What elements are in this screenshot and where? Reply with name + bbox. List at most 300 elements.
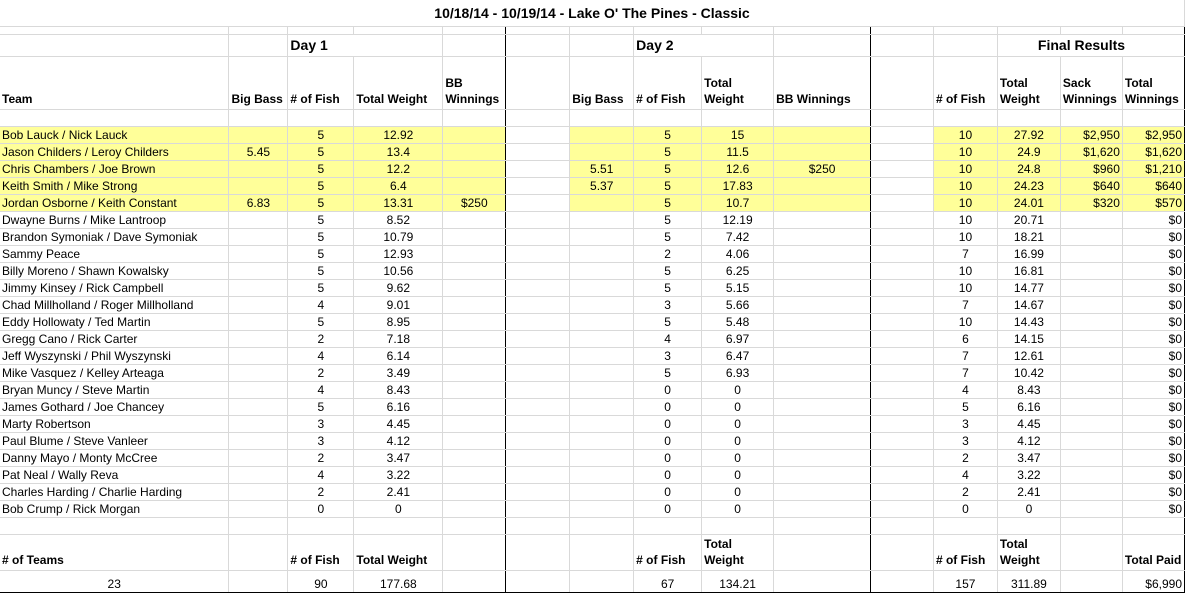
header-day1-fish: # of Fish (288, 56, 354, 109)
cell-sack-winnings (1060, 449, 1122, 466)
cell-day1-big-bass (229, 483, 288, 500)
cell-day2-big-bass (570, 126, 634, 143)
cell-sack-winnings (1060, 415, 1122, 432)
total-day2-fish: 67 (634, 570, 702, 592)
cell-sack-winnings (1060, 347, 1122, 364)
cell-team: Pat Neal / Wally Reva (0, 466, 229, 483)
cell-total-winnings: $0 (1122, 296, 1184, 313)
cell-final-fish: 2 (933, 483, 997, 500)
cell-day1-bb-winnings (443, 126, 506, 143)
cell-day2-big-bass (570, 330, 634, 347)
cell-final-fish: 10 (933, 194, 997, 211)
cell-final-fish: 3 (933, 432, 997, 449)
totals-row (0, 570, 1185, 592)
cell-day2-bb-winnings (774, 245, 871, 262)
cell-day2-big-bass (570, 262, 634, 279)
footer-day2-weight-label: Total Weight (702, 534, 774, 570)
cell-day2-fish: 2 (634, 245, 702, 262)
header-day2-bb-winnings: BB Winnings (774, 56, 871, 109)
header-day1-bb-winnings: BB Winnings (443, 56, 506, 109)
cell-sack-winnings (1060, 398, 1122, 415)
cell-day1-weight: 13.4 (354, 143, 443, 160)
cell-final-weight: 14.15 (997, 330, 1060, 347)
cell-day2-fish: 5 (634, 228, 702, 245)
header-sack-winnings: Sack Winnings (1060, 56, 1122, 109)
cell-day2-weight: 6.93 (702, 364, 774, 381)
cell-day1-big-bass: 6.83 (229, 194, 288, 211)
cell-day2-big-bass: 5.51 (570, 160, 634, 177)
cell-day2-fish: 0 (634, 381, 702, 398)
cell-day1-fish: 3 (288, 432, 354, 449)
final-results-title: Final Results (997, 34, 1184, 56)
cell-final-fish: 7 (933, 245, 997, 262)
cell-day2-weight: 11.5 (702, 143, 774, 160)
footer-num-teams-label: # of Teams (0, 534, 229, 570)
cell-final-weight: 24.9 (997, 143, 1060, 160)
footer-day1-weight-label: Total Weight (354, 534, 443, 570)
cell-day1-fish: 4 (288, 347, 354, 364)
cell-day1-weight: 10.79 (354, 228, 443, 245)
cell-sack-winnings: $960 (1060, 160, 1122, 177)
cell-day1-bb-winnings (443, 415, 506, 432)
cell-day2-bb-winnings (774, 364, 871, 381)
cell-final-weight: 3.22 (997, 466, 1060, 483)
cell-day2-bb-winnings (774, 347, 871, 364)
cell-day1-fish: 2 (288, 330, 354, 347)
cell-day2-fish: 0 (634, 500, 702, 517)
cell-day2-bb-winnings (774, 296, 871, 313)
cell-final-fish: 0 (933, 500, 997, 517)
cell-final-fish: 10 (933, 211, 997, 228)
header-day1-weight: Total Weight (354, 56, 443, 109)
table-row (0, 177, 1185, 194)
cell-day2-fish: 0 (634, 483, 702, 500)
cell-total-winnings: $1,210 (1122, 160, 1184, 177)
cell-day1-weight: 7.18 (354, 330, 443, 347)
cell-day2-bb-winnings (774, 194, 871, 211)
cell-day1-big-bass (229, 347, 288, 364)
cell-final-fish: 10 (933, 126, 997, 143)
cell-day2-bb-winnings (774, 483, 871, 500)
cell-sack-winnings (1060, 381, 1122, 398)
cell-final-weight: 4.12 (997, 432, 1060, 449)
cell-day2-big-bass (570, 211, 634, 228)
cell-day2-bb-winnings (774, 177, 871, 194)
header-day2-weight: Total Weight (702, 56, 774, 109)
cell-team: Jordan Osborne / Keith Constant (0, 194, 229, 211)
table-row (0, 296, 1185, 313)
cell-final-fish: 4 (933, 381, 997, 398)
cell-final-weight: 0 (997, 500, 1060, 517)
cell-day1-bb-winnings (443, 160, 506, 177)
cell-total-winnings: $640 (1122, 177, 1184, 194)
cell-sack-winnings (1060, 245, 1122, 262)
cell-day2-fish: 5 (634, 177, 702, 194)
cell-day2-bb-winnings (774, 415, 871, 432)
header-row (0, 56, 1185, 109)
cell-day2-fish: 3 (634, 296, 702, 313)
cell-day2-fish: 0 (634, 449, 702, 466)
cell-total-winnings: $0 (1122, 449, 1184, 466)
cell-day1-big-bass (229, 415, 288, 432)
cell-day2-weight: 0 (702, 398, 774, 415)
cell-team: Jeff Wyszynski / Phil Wyszynski (0, 347, 229, 364)
cell-day2-big-bass (570, 449, 634, 466)
cell-day1-big-bass (229, 466, 288, 483)
cell-final-weight: 27.92 (997, 126, 1060, 143)
cell-final-weight: 14.43 (997, 313, 1060, 330)
cell-sack-winnings: $1,620 (1060, 143, 1122, 160)
cell-day2-bb-winnings (774, 211, 871, 228)
cell-final-weight: 14.77 (997, 279, 1060, 296)
cell-day2-fish: 5 (634, 313, 702, 330)
cell-day2-weight: 0 (702, 466, 774, 483)
cell-day1-fish: 5 (288, 313, 354, 330)
cell-team: Bob Crump / Rick Morgan (0, 500, 229, 517)
cell-day2-fish: 4 (634, 330, 702, 347)
cell-day2-bb-winnings (774, 449, 871, 466)
cell-total-winnings: $1,620 (1122, 143, 1184, 160)
table-row (0, 364, 1185, 381)
cell-day1-fish: 5 (288, 160, 354, 177)
cell-day2-big-bass (570, 279, 634, 296)
cell-final-fish: 5 (933, 398, 997, 415)
cell-sack-winnings (1060, 228, 1122, 245)
cell-team: Jason Childers / Leroy Childers (0, 143, 229, 160)
cell-sack-winnings: $2,950 (1060, 126, 1122, 143)
cell-team: Paul Blume / Steve Vanleer (0, 432, 229, 449)
cell-team: Mike Vasquez / Kelley Arteaga (0, 364, 229, 381)
cell-day1-big-bass (229, 228, 288, 245)
cell-day2-fish: 5 (634, 160, 702, 177)
cell-day2-bb-winnings (774, 143, 871, 160)
cell-day2-big-bass (570, 296, 634, 313)
cell-day2-big-bass (570, 415, 634, 432)
cell-day1-bb-winnings (443, 347, 506, 364)
cell-day1-weight: 3.49 (354, 364, 443, 381)
cell-day1-weight: 8.43 (354, 381, 443, 398)
cell-day1-bb-winnings (443, 177, 506, 194)
day1-title: Day 1 (288, 34, 443, 56)
cell-day1-fish: 5 (288, 143, 354, 160)
cell-total-winnings: $0 (1122, 364, 1184, 381)
cell-final-fish: 7 (933, 364, 997, 381)
cell-day2-weight: 5.15 (702, 279, 774, 296)
cell-day1-big-bass (229, 279, 288, 296)
cell-day2-big-bass: 5.37 (570, 177, 634, 194)
cell-day1-bb-winnings (443, 211, 506, 228)
total-num-teams: 23 (0, 570, 229, 592)
cell-team: Billy Moreno / Shawn Kowalsky (0, 262, 229, 279)
cell-day1-fish: 2 (288, 364, 354, 381)
cell-team: Jimmy Kinsey / Rick Campbell (0, 279, 229, 296)
cell-sack-winnings: $320 (1060, 194, 1122, 211)
cell-day2-weight: 0 (702, 432, 774, 449)
cell-final-fish: 10 (933, 313, 997, 330)
cell-sack-winnings: $640 (1060, 177, 1122, 194)
header-total-winnings: Total Winnings (1122, 56, 1184, 109)
cell-total-winnings: $570 (1122, 194, 1184, 211)
cell-day2-fish: 0 (634, 398, 702, 415)
footer-total-paid-label: Total Paid (1122, 534, 1184, 570)
table-row (0, 194, 1185, 211)
cell-team: Chad Millholland / Roger Millholland (0, 296, 229, 313)
cell-final-fish: 2 (933, 449, 997, 466)
cell-total-winnings: $0 (1122, 262, 1184, 279)
cell-day2-bb-winnings (774, 126, 871, 143)
cell-day1-bb-winnings (443, 279, 506, 296)
cell-team: Bob Lauck / Nick Lauck (0, 126, 229, 143)
cell-day2-weight: 12.6 (702, 160, 774, 177)
cell-day1-bb-winnings (443, 330, 506, 347)
cell-day1-big-bass: 5.45 (229, 143, 288, 160)
table-row (0, 160, 1185, 177)
table-row (0, 126, 1185, 143)
cell-sack-winnings (1060, 330, 1122, 347)
cell-day2-big-bass (570, 194, 634, 211)
cell-day2-bb-winnings (774, 381, 871, 398)
cell-day1-big-bass (229, 160, 288, 177)
cell-day2-weight: 4.06 (702, 245, 774, 262)
cell-day2-weight: 7.42 (702, 228, 774, 245)
cell-day2-bb-winnings (774, 330, 871, 347)
cell-day1-weight: 8.52 (354, 211, 443, 228)
cell-sack-winnings (1060, 211, 1122, 228)
cell-day1-big-bass (229, 398, 288, 415)
cell-day1-big-bass (229, 211, 288, 228)
cell-day1-weight: 0 (354, 500, 443, 517)
cell-day2-fish: 5 (634, 262, 702, 279)
cell-final-weight: 16.99 (997, 245, 1060, 262)
cell-day1-weight: 6.16 (354, 398, 443, 415)
cell-day2-big-bass (570, 143, 634, 160)
cell-total-winnings: $0 (1122, 483, 1184, 500)
cell-day1-fish: 5 (288, 262, 354, 279)
cell-sack-winnings (1060, 483, 1122, 500)
cell-day1-weight: 6.14 (354, 347, 443, 364)
cell-final-fish: 10 (933, 228, 997, 245)
cell-team: Marty Robertson (0, 415, 229, 432)
table-row (0, 211, 1185, 228)
cell-day1-bb-winnings (443, 500, 506, 517)
cell-final-weight: 6.16 (997, 398, 1060, 415)
cell-day1-big-bass (229, 381, 288, 398)
cell-day2-weight: 15 (702, 126, 774, 143)
cell-total-winnings: $0 (1122, 228, 1184, 245)
cell-final-fish: 10 (933, 279, 997, 296)
cell-day2-big-bass (570, 398, 634, 415)
cell-day1-big-bass (229, 177, 288, 194)
cell-final-weight: 20.71 (997, 211, 1060, 228)
cell-day2-bb-winnings (774, 466, 871, 483)
table-row (0, 347, 1185, 364)
cell-day1-bb-winnings (443, 449, 506, 466)
cell-day1-weight: 9.62 (354, 279, 443, 296)
cell-final-weight: 24.23 (997, 177, 1060, 194)
cell-day1-fish: 5 (288, 194, 354, 211)
cell-final-weight: 2.41 (997, 483, 1060, 500)
cell-total-winnings: $0 (1122, 211, 1184, 228)
cell-day2-fish: 5 (634, 194, 702, 211)
day2-title: Day 2 (634, 34, 774, 56)
cell-team: Brandon Symoniak / Dave Symoniak (0, 228, 229, 245)
cell-team: Bryan Muncy / Steve Martin (0, 381, 229, 398)
cell-day1-weight: 9.01 (354, 296, 443, 313)
cell-day1-fish: 5 (288, 211, 354, 228)
cell-total-winnings: $0 (1122, 330, 1184, 347)
cell-day2-weight: 6.97 (702, 330, 774, 347)
cell-final-fish: 7 (933, 347, 997, 364)
footer-final-fish-label: # of Fish (933, 534, 997, 570)
cell-day2-weight: 0 (702, 483, 774, 500)
header-day1-big-bass: Big Bass (229, 56, 288, 109)
cell-final-weight: 4.45 (997, 415, 1060, 432)
cell-day1-weight: 13.31 (354, 194, 443, 211)
cell-day1-big-bass (229, 364, 288, 381)
cell-day1-fish: 5 (288, 177, 354, 194)
header-final-weight: Total Weight (997, 56, 1060, 109)
header-day2-fish: # of Fish (634, 56, 702, 109)
cell-final-weight: 24.8 (997, 160, 1060, 177)
cell-total-winnings: $0 (1122, 245, 1184, 262)
cell-final-fish: 10 (933, 160, 997, 177)
table-row (0, 143, 1185, 160)
cell-final-fish: 6 (933, 330, 997, 347)
cell-final-fish: 10 (933, 177, 997, 194)
page-title: 10/18/14 - 10/19/14 - Lake O' The Pines - Classic (0, 0, 1185, 26)
table-row (0, 228, 1185, 245)
cell-day1-fish: 4 (288, 381, 354, 398)
cell-day2-bb-winnings (774, 432, 871, 449)
cell-day2-fish: 0 (634, 466, 702, 483)
cell-day2-big-bass (570, 245, 634, 262)
cell-day2-big-bass (570, 228, 634, 245)
cell-day2-big-bass (570, 347, 634, 364)
cell-team: Gregg Cano / Rick Carter (0, 330, 229, 347)
cell-sack-winnings (1060, 296, 1122, 313)
cell-final-weight: 14.67 (997, 296, 1060, 313)
total-final-weight: 311.89 (997, 570, 1060, 592)
cell-day2-fish: 5 (634, 211, 702, 228)
cell-final-weight: 16.81 (997, 262, 1060, 279)
cell-day2-big-bass (570, 483, 634, 500)
cell-day2-fish: 0 (634, 432, 702, 449)
cell-total-winnings: $0 (1122, 500, 1184, 517)
cell-day2-weight: 5.66 (702, 296, 774, 313)
cell-day1-bb-winnings (443, 296, 506, 313)
cell-day2-bb-winnings (774, 313, 871, 330)
cell-day1-bb-winnings (443, 398, 506, 415)
cell-day1-bb-winnings (443, 143, 506, 160)
cell-day2-weight: 0 (702, 381, 774, 398)
cell-day1-bb-winnings (443, 483, 506, 500)
cell-day2-fish: 3 (634, 347, 702, 364)
total-day1-fish: 90 (288, 570, 354, 592)
table-row (0, 313, 1185, 330)
cell-team: James Gothard / Joe Chancey (0, 398, 229, 415)
cell-day1-bb-winnings (443, 381, 506, 398)
cell-day1-weight: 10.56 (354, 262, 443, 279)
table-row (0, 449, 1185, 466)
cell-sack-winnings (1060, 262, 1122, 279)
cell-team: Eddy Hollowaty / Ted Martin (0, 313, 229, 330)
cell-day1-fish: 4 (288, 296, 354, 313)
cell-day2-big-bass (570, 364, 634, 381)
cell-total-winnings: $0 (1122, 381, 1184, 398)
cell-final-weight: 8.43 (997, 381, 1060, 398)
cell-day1-bb-winnings (443, 432, 506, 449)
cell-total-winnings: $0 (1122, 432, 1184, 449)
table-row (0, 245, 1185, 262)
cell-day2-fish: 0 (634, 415, 702, 432)
cell-team: Sammy Peace (0, 245, 229, 262)
cell-sack-winnings (1060, 279, 1122, 296)
cell-total-winnings: $2,950 (1122, 126, 1184, 143)
header-final-fish: # of Fish (933, 56, 997, 109)
cell-day1-fish: 5 (288, 398, 354, 415)
cell-day1-fish: 5 (288, 228, 354, 245)
cell-day1-bb-winnings: $250 (443, 194, 506, 211)
cell-day1-bb-winnings (443, 364, 506, 381)
cell-total-winnings: $0 (1122, 466, 1184, 483)
cell-final-weight: 10.42 (997, 364, 1060, 381)
cell-final-fish: 10 (933, 262, 997, 279)
cell-final-weight: 24.01 (997, 194, 1060, 211)
cell-day1-big-bass (229, 330, 288, 347)
cell-total-winnings: $0 (1122, 415, 1184, 432)
cell-day1-big-bass (229, 245, 288, 262)
cell-final-fish: 10 (933, 143, 997, 160)
total-final-fish: 157 (933, 570, 997, 592)
cell-day1-big-bass (229, 449, 288, 466)
cell-day1-fish: 5 (288, 245, 354, 262)
cell-day1-big-bass (229, 500, 288, 517)
cell-day2-weight: 12.19 (702, 211, 774, 228)
footer-day2-fish-label: # of Fish (634, 534, 702, 570)
cell-day1-weight: 4.12 (354, 432, 443, 449)
cell-day2-weight: 6.25 (702, 262, 774, 279)
cell-day1-bb-winnings (443, 466, 506, 483)
cell-day2-bb-winnings (774, 279, 871, 296)
cell-day1-weight: 6.4 (354, 177, 443, 194)
cell-day1-big-bass (229, 126, 288, 143)
header-day2-big-bass: Big Bass (570, 56, 634, 109)
table-row (0, 432, 1185, 449)
cell-total-winnings: $0 (1122, 313, 1184, 330)
cell-final-fish: 3 (933, 415, 997, 432)
table-row (0, 279, 1185, 296)
cell-team: Danny Mayo / Monty McCree (0, 449, 229, 466)
cell-total-winnings: $0 (1122, 347, 1184, 364)
cell-day1-bb-winnings (443, 262, 506, 279)
cell-final-weight: 12.61 (997, 347, 1060, 364)
cell-day2-fish: 5 (634, 364, 702, 381)
cell-day1-fish: 2 (288, 483, 354, 500)
cell-day1-fish: 0 (288, 500, 354, 517)
cell-day1-big-bass (229, 313, 288, 330)
cell-day1-bb-winnings (443, 313, 506, 330)
footer-day1-fish-label: # of Fish (288, 534, 354, 570)
cell-day2-bb-winnings (774, 500, 871, 517)
table-row (0, 500, 1185, 517)
cell-sack-winnings (1060, 364, 1122, 381)
cell-day1-weight: 8.95 (354, 313, 443, 330)
cell-day1-weight: 3.22 (354, 466, 443, 483)
cell-day1-big-bass (229, 432, 288, 449)
cell-team: Keith Smith / Mike Strong (0, 177, 229, 194)
table-row (0, 381, 1185, 398)
cell-day1-big-bass (229, 262, 288, 279)
